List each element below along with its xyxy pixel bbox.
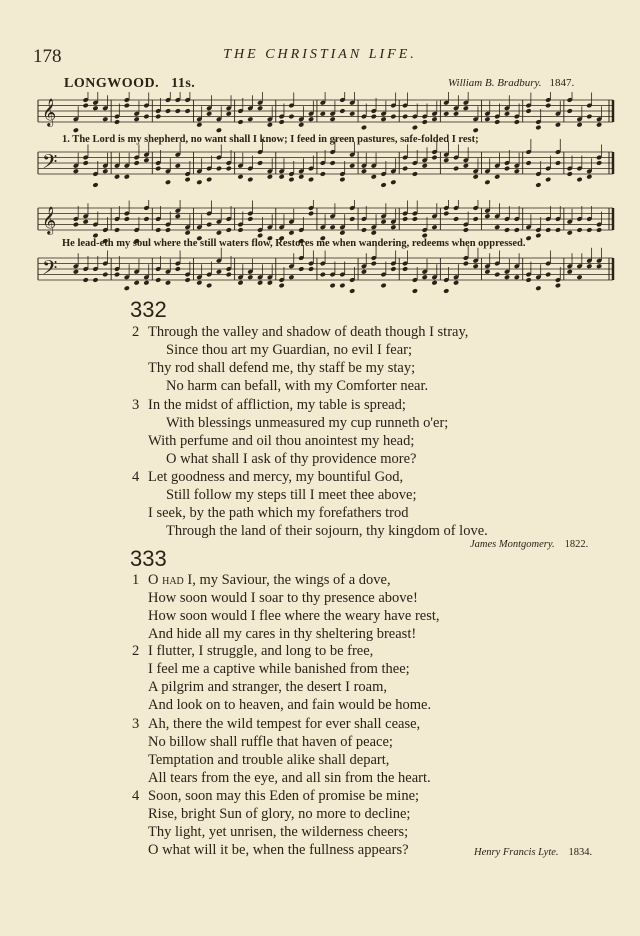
- stanza-line: O what will it be, when the fullness appears?: [148, 842, 409, 858]
- tune-name: LONGWOOD.: [64, 76, 160, 91]
- stanza-line: Through the valley and shadow of death though I stray,: [148, 324, 469, 340]
- stanza-line: Ah, there the wild tempest for ever shall cease,: [148, 716, 421, 732]
- stanza-line: Thy rod shall defend me, thy staff be my stay;: [148, 360, 416, 376]
- stanza-line: Through the land of their sojourn, thy kingdom of love.: [166, 523, 488, 539]
- stanza-line: I flutter, I struggle, and long to be free,: [148, 643, 374, 659]
- hymn-332-stanza-4: [132, 468, 488, 540]
- stanza-line: Since thou art my Guardian, no evil I fear;: [166, 342, 413, 358]
- author-name: James Montgomery.: [470, 539, 555, 550]
- hymn-332-author: [470, 539, 588, 550]
- composer-name: William B. Bradbury.: [448, 77, 542, 89]
- music-lyric-line-1: 1. The Lord is my shepherd, no want shall I know; I feed in green pastures, safe-folded I rest;: [62, 134, 479, 145]
- hymn-332-stanza-2: [132, 323, 468, 395]
- stanza-line: How soon would I soar to thy presence above!: [148, 590, 418, 606]
- stanza-number: 4: [132, 469, 140, 485]
- tune-meter: 11s.: [171, 76, 196, 91]
- stanza-line: O what shall I ask of thy providence more?: [166, 451, 417, 467]
- stanza-line: Temptation and trouble alike shall depart,: [148, 752, 390, 768]
- music-system-2: [30, 200, 625, 300]
- hymn-333-stanza-2: [132, 642, 431, 714]
- stanza-line: Still follow my steps till I meet thee above;: [166, 487, 417, 503]
- hymn-333-author: [474, 847, 592, 858]
- stanza-line: I seek, by the path which my forefathers trod: [148, 505, 409, 521]
- first-line-rest: I, my Saviour, the wings of a dove,: [183, 572, 391, 588]
- composer-year: 1847.: [549, 77, 575, 89]
- svg-text:𝄢: 𝄢: [42, 256, 58, 284]
- page-number: 178: [33, 46, 62, 67]
- hymn-333-stanza-3: [132, 715, 431, 787]
- stanza-line: With perfume and oil thou anointest my head;: [148, 433, 415, 449]
- author-year: 1834.: [568, 847, 593, 858]
- author-year: 1822.: [564, 539, 589, 550]
- stanza-line: In the midst of affliction, my table is spread;: [148, 397, 406, 413]
- stanza-line: I feel me a captive while banished from thee;: [148, 661, 410, 677]
- stanza-number: 2: [132, 643, 140, 659]
- running-title: THE CHRISTIAN LIFE.: [223, 47, 417, 62]
- svg-text:𝄞: 𝄞: [42, 206, 57, 234]
- hymn-333-stanza-1: [132, 571, 440, 643]
- stanza-line: All tears from the eye, and all sin from the heart.: [148, 770, 431, 786]
- hymn-332-stanza-3: [132, 396, 448, 468]
- stanza-line: How soon would I flee where the weary have rest,: [148, 608, 440, 624]
- treble-staff-1: [38, 92, 613, 133]
- music-lyric-line-2: He lead-eth my soul where the still waters flow, Restores me when wandering, redeems when oppressed.: [62, 238, 526, 249]
- bass-staff-1: [38, 139, 613, 188]
- stanza-line: [132, 571, 440, 589]
- stanza-number: 3: [132, 397, 140, 413]
- svg-text:𝄢: 𝄢: [42, 150, 58, 178]
- stanza-line: And hide all my cares in thy sheltering breast!: [148, 626, 417, 642]
- stanza-line: With blessings unmeasured my cup runneth o'er;: [166, 415, 449, 431]
- hymn-number-333: 333: [130, 546, 167, 571]
- hymn-number-332: 332: [130, 297, 167, 322]
- stanza-number: 4: [132, 788, 140, 804]
- stanza-line: Let goodness and mercy, my bountiful God,: [148, 469, 404, 485]
- stanza-line: And look on to heaven, and fain would be home.: [148, 697, 432, 713]
- stanza-number: 2: [132, 324, 140, 340]
- bass-staff-2: [38, 245, 613, 294]
- svg-text:𝄞: 𝄞: [42, 98, 57, 126]
- stanza-line: No harm can befall, with my Comforter near.: [166, 378, 429, 394]
- author-name: Henry Francis Lyte.: [474, 847, 559, 858]
- tune-composer: [448, 77, 574, 89]
- stanza-number: 1: [132, 572, 140, 588]
- stanza-line: No billow shall ruffle that haven of peace;: [148, 734, 393, 750]
- stanza-line: Rise, bright Sun of glory, no more to decline;: [148, 806, 411, 822]
- first-words: O had: [148, 572, 184, 588]
- tune-heading: [64, 76, 195, 92]
- stanza-line: Thy light, yet unrisen, the wilderness cheers;: [148, 824, 409, 840]
- stanza-line: A pilgrim and stranger, the desert I roam,: [148, 679, 388, 695]
- stanza-line: Soon, soon may this Eden of promise be mine;: [148, 788, 420, 804]
- hymn-333-stanza-4: [132, 787, 419, 859]
- stanza-number: 3: [132, 716, 140, 732]
